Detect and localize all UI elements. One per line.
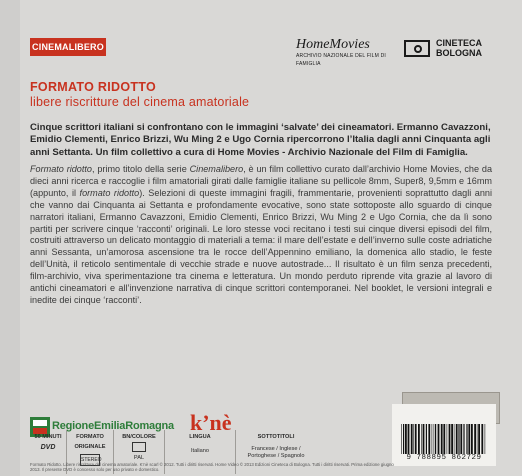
cover-spine [0,0,20,476]
kine-logo: k’nè [190,410,232,435]
spec-color-value: PAL [133,455,145,461]
title: FORMATO RIDOTTO [30,80,157,94]
pal-icon [132,442,146,452]
barcode-bar [428,424,430,454]
cineteca-eye-icon [404,40,430,57]
body-text-c: ). Selezioni di queste immagini fragili, frammentarie, provenienti soprattutto dagli anni che vanno dai Cinquanta ai Settanta e profondamente evocative, sono state sottoposte allo sguardo di cinque narratori italiani, Ermanno Cavazzoni, Emidio Clementi, Enrico Brizzi, Wu Ming 2 e Ugo Cornia, che da lì sono partiti per scrivere cinque ‘racconti’ originali. Le loro stesse voci recitano i testi sui cinque diversi episodi del film, costruiti attraverso un delicato montaggio di materiali a tema: il mare dell’estate e dell’inverno sulle coste adriatiche anni Sessanta, un’amorosa ascensione tra le rocce dell’Appennino emiliano, la domenica allo stadio, le feste dell’Unità, il reticolo sentimentale di vecchie strade e nuove autostrade... Il risultato è un film senza precedenti, film-archivio, viva sperimentazione tra cinema e letteratura. Un mondo perduto riprende vita grazie al lavoro di antichi cineamatori e all’invenzione narrativa di cinque scrittori contemporanei. Nel booklet, le versioni integrali e inedite dei cinque ‘racconti’. [30,187,492,305]
barcode-bar [458,424,459,454]
barcode-number: 9 788895 862729 [406,454,482,462]
spec-language-header: LINGUA [189,434,211,440]
body-text-b: , è un film collettivo curato dall’archivio Home Movies, che da dieci anni ricerca e raccoglie i film amatoriali girati dalle famiglie italiane su pellicole 8mm, Super8, 9,5mm e 16mm (appunto, il [30,164,492,198]
barcode-bar [438,424,440,454]
cineteca-logo [404,37,490,61]
barcode-bar [454,424,455,454]
body-italic-series: Cinemalibero [189,164,244,174]
body-text-a: , primo titolo della serie [91,164,190,174]
barcode-bar [478,424,480,454]
barcode-bar [418,424,420,454]
barcode-bar [426,424,427,454]
barcode-bar [434,424,435,454]
barcode-bar [463,424,464,454]
homemovies-logo-name: HomeMovies [296,37,370,52]
series-badge: CINEMALIBERO [30,38,106,56]
barcode-bar [451,424,453,454]
body-italic-title: Formato ridotto [30,164,92,174]
spec-subtitles-header: SOTTOTITOLI [257,434,295,440]
barcode-bar [435,424,436,454]
barcode-bar [401,424,402,454]
barcode-bar [403,424,404,454]
body-paragraph [30,164,492,307]
barcode-bar [456,424,458,454]
spec-language-value: Italiano [190,448,210,454]
homemovies-logo-subtitle: ARCHIVIO NAZIONALE DEL FILM DI FAMIGLIA [296,53,386,67]
spec-duration-header: 50 MINUTI [34,434,62,440]
spec-color-header: BN/COLORE [122,434,156,440]
barcode-bar [466,424,467,454]
barcode-bar [447,424,448,454]
barcode-bar [474,424,476,454]
dvd-icon: DVD [40,444,56,451]
homemovies-logo [296,37,394,67]
barcode-bar [464,424,465,454]
barcode-bar [423,424,425,454]
barcode-bar [413,424,414,454]
barcode-bar [485,424,486,454]
barcode-bar [411,424,413,454]
barcode-bar [421,424,422,454]
barcode-bar [432,424,433,454]
copyright-footer: Formato Ridotto. Libere riscritture del cinema amatoriale. K’nè scarl © 2012. Tutti i diritti riservati. Home Video © 2013 Edizioni Cineteca di Bologna. Tutti i diritti riservati. Prima edizione giugno 2013. Il presente DVD è concesso solo per uso privato e domestico. [30,462,394,473]
barcode-bar [441,424,443,454]
barcode-bar [481,424,483,454]
cineteca-line2: BOLOGNA [436,48,482,58]
intro-paragraph: Cinque scrittori italiani si confrontano con le immagini ‘salvate’ dei cineamatori. Ermanno Cavazzoni, Emidio Clementi, Enrico Brizzi, Wu Ming 2 e Ugo Cornia ripercorrono l’Italia dagli anni Cinquanta agli anni Settanta. Un film collettivo a cura di Home Movies - Archivio Nazionale del Film di Famiglia. [30,122,491,158]
spec-subtitles-value: Francese / Inglese / Portoghese / Spagnolo [247,446,305,459]
barcode-bar [408,424,410,454]
barcode-bar [471,424,473,454]
barcode-bar [460,424,462,454]
subtitle: libere riscritture del cinema amatoriale [30,95,250,109]
stereo-icon: STEREO [80,454,100,466]
body-italic-format: formato ridotto [79,187,140,198]
barcode-bars [400,424,488,454]
barcode [392,404,496,466]
barcode-bar [443,424,445,454]
barcode-bar [468,424,470,454]
regione-logo-text: RegioneEmiliaRomagna [52,420,174,432]
barcode-bar [449,424,451,454]
barcode-bar [415,424,417,454]
barcode-bar [477,424,478,454]
cineteca-line1: CINETECA [436,38,483,48]
spec-format-header: FORMATO ORIGINALE [74,434,106,450]
barcode-bar [405,424,407,454]
